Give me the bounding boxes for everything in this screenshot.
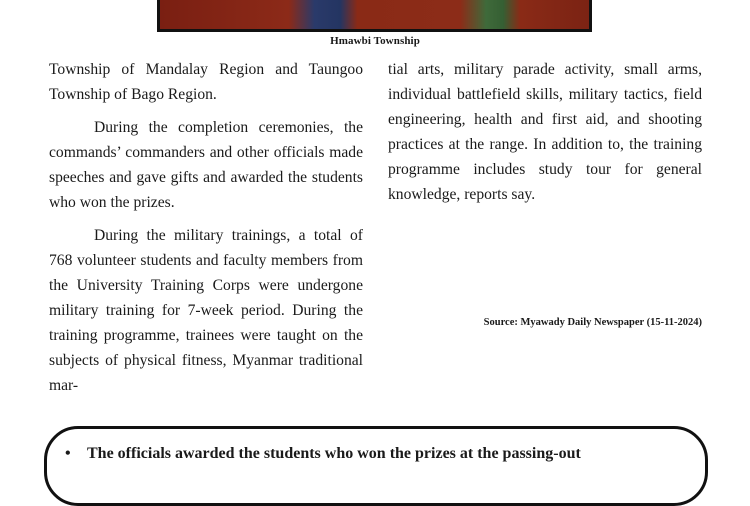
paragraph: tial arts, military parade activity, small arms, individual battlefield skills, military tactics, field engineering, health and first aid, and shooting practices at the range. In addition to, the training programme includes study tour for general knowledge, reports say. <box>388 61 702 203</box>
paragraph: During the military trainings, a total of 768 volunteer students and faculty members from the University Training Corps were undergone military training for 7-week period. During the training programme, trainees were taught on the subjects of physical fitness, Myanmar traditional mar- <box>49 227 363 394</box>
paragraph: Township of Mandalay Region and Taungoo Township of Bago Region. <box>49 61 363 103</box>
bullet-icon: • <box>65 445 71 462</box>
article-photo <box>157 0 592 32</box>
photo-caption: Hmawbi Township <box>330 35 420 47</box>
source-credit: Source: Myawady Daily Newspaper (15-11-2024) <box>483 317 702 328</box>
right-column <box>388 57 702 215</box>
paragraph: During the completion ceremonies, the commands’ commanders and other officials made speeches and gave gifts and awarded the students who won the prizes. <box>49 119 363 211</box>
left-column <box>49 57 363 406</box>
highlight-text: The officials awarded the students who won the prizes at the passing-out <box>87 445 581 462</box>
highlight-list-item <box>65 445 695 463</box>
highlight-box <box>44 426 708 506</box>
